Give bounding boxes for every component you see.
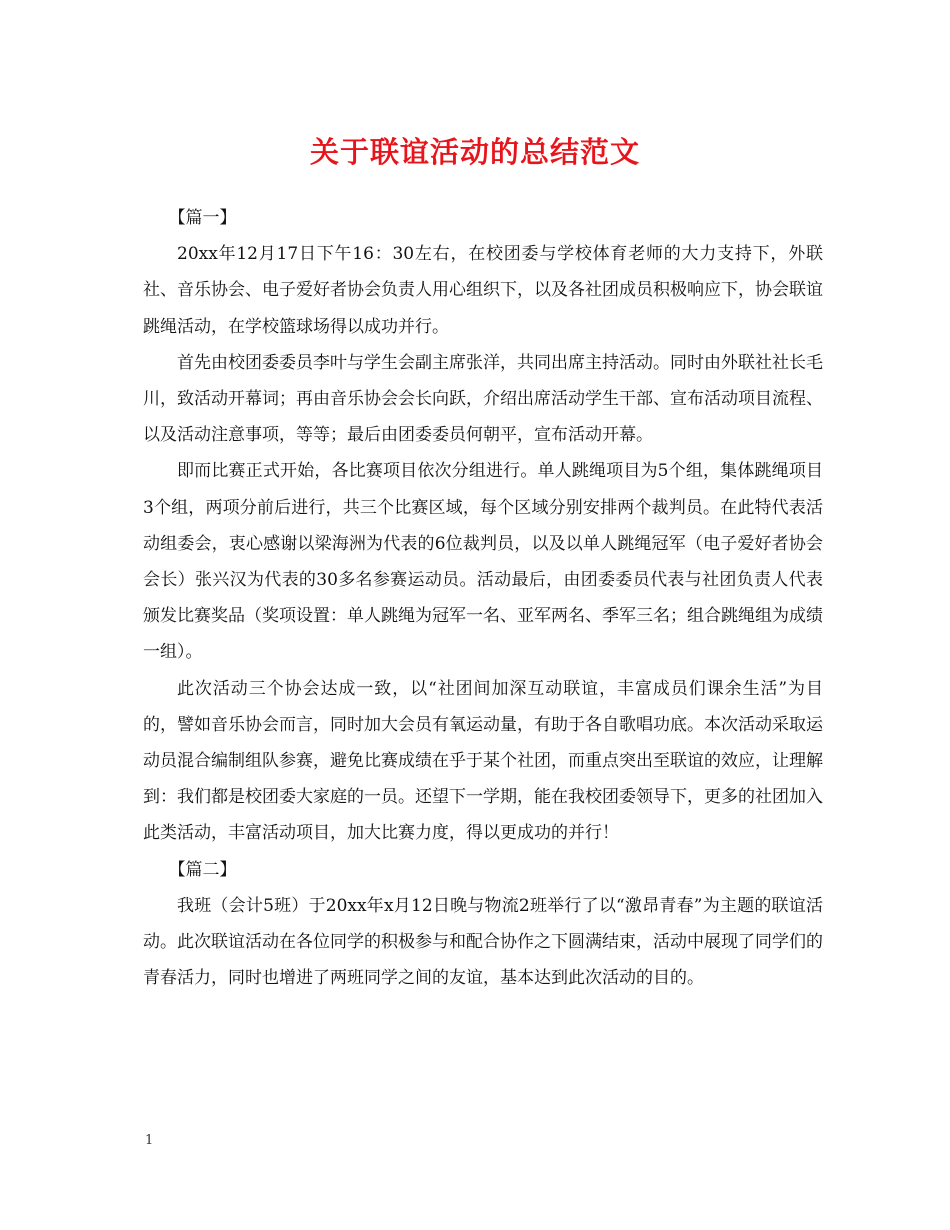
page-number: 1 [145, 1133, 154, 1148]
paragraph: 此次活动三个协会达成一致，以“社团间加深互动联谊，丰富成员们课余生活”为目的，譬如音乐协会而言，同时加大会员有氧运动量，有助于各自歌唱功底。本次活动采取运动员混合编制组队参赛，避免比赛成绩在乎于某个社团，而重点突出至联谊的效应，让理解到：我们都是校团委大家庭的一员。还望下一学期，能在我校团委领导下，更多的社团加入此类活动，丰富活动项目，加大比赛力度，得以更成功的并行！ [143, 678, 823, 844]
document-title: 关于联谊活动的总结范文 [309, 135, 640, 169]
paragraph: 即而比赛正式开始，各比赛项目依次分组进行。单人跳绳项目为5个组，集体跳绳项目3个组，两项分前后进行，共三个比赛区域，每个区域分别安排两个裁判员。在此特代表活动组委会，衷心感谢以梁海洲为代表的6位裁判员，以及以单人跳绳冠军（电子爱好者协会会长）张兴汉为代表的30多名参赛运动员。活动最后，由团委委员代表与社团负责人代表颁发比赛奖品（奖项设置：单人跳绳为冠军一名、亚军两名、季军三名；组合跳绳组为成绩一组）。 [143, 461, 823, 663]
section-heading-2: 【篇二】 [168, 859, 237, 880]
paragraph: 首先由校团委委员李叶与学生会副主席张洋，共同出席主持活动。同时由外联社社长毛川，致活动开幕词；再由音乐协会会长向跃，介绍出席活动学生干部、宣布活动项目流程、以及活动注意事项，等等；最后由团委委员何朝平，宣布活动开幕。 [143, 352, 823, 446]
paragraph: 20xx年12月17日下午16：30左右，在校团委与学校体育老师的大力支持下，外联社、音乐协会、电子爱好者协会负责人用心组织下，以及各社团成员积极响应下，协会联谊跳绳活动，在学校篮球场得以成功并行。 [143, 244, 823, 337]
document-body [143, 200, 823, 996]
paragraph: 我班（会计5班）于20xx年x月12日晚与物流2班举行了以“激昂青春”为主题的联谊活动。此次联谊活动在各位同学的积极参与和配合协作之下圆满结束，活动中展现了同学们的青春活力，同时也增进了两班同学之间的友谊，基本达到此次活动的目的。 [143, 895, 823, 989]
section-heading-1: 【篇一】 [168, 208, 237, 228]
